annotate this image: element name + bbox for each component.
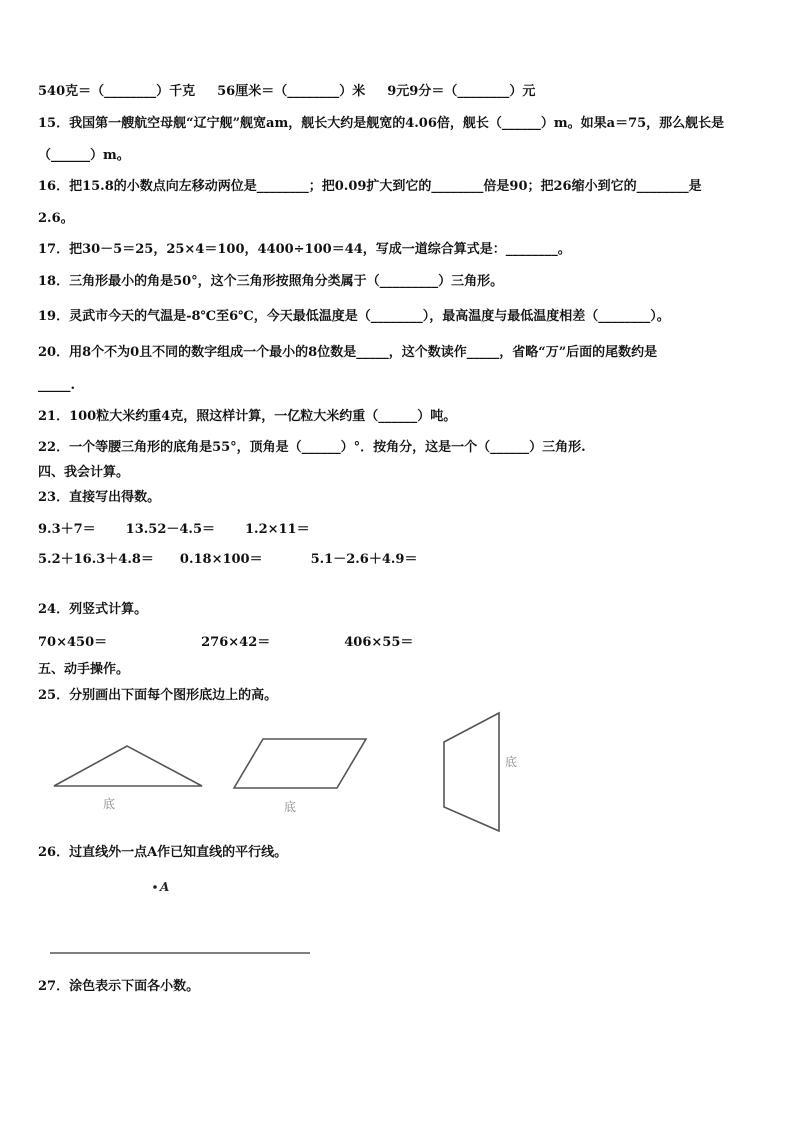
point-a-dot	[153, 885, 157, 889]
calc-item: 1.2×11＝	[245, 522, 310, 537]
question-20-line2: _____.	[38, 378, 76, 393]
point-a-label: A	[160, 880, 170, 894]
question-15-line2: （______）m。	[38, 148, 130, 163]
question-15-line1: 15．我国第一艘航空母舰“辽宁舰”舰宽am，舰长大约是舰宽的4.06倍，舰长（______）m。如果a＝75，那么舰长是	[38, 116, 725, 131]
calc-item: 13.52－4.5＝	[125, 522, 215, 537]
vertical-calc-item: 406×55＝	[344, 635, 414, 650]
blank-m: 56厘米＝（________）米	[217, 84, 366, 99]
calc-item: 5.1－2.6＋4.9＝	[310, 552, 418, 567]
question-23: 23．直接写出得数。	[38, 490, 161, 505]
question-17: 17．把30－5＝25，25×4＝100，4400÷100＝44，写成一道综合算式是：________。	[38, 242, 571, 257]
question-16-line2: 2.6。	[38, 211, 74, 226]
triangle-base-label: 底	[103, 797, 116, 811]
parallel-line-figure	[50, 880, 310, 953]
blank-yuan: 9元9分＝（________）元	[387, 84, 536, 99]
calc-item: 5.2＋16.3＋4.8＝	[38, 552, 154, 567]
question-16-line1: 16．把15.8的小数点向左移动两位是________；把0.09扩大到它的________倍是90；把26缩小到它的________是	[38, 179, 702, 194]
trapezoid-figure	[444, 713, 517, 831]
question-25: 25．分别画出下面每个图形底边上的高。	[38, 688, 278, 703]
blank-kg: 540克＝（________）千克	[38, 84, 196, 99]
parallelogram-base-label: 底	[284, 800, 297, 814]
question-24: 24．列竖式计算。	[38, 602, 148, 617]
question-22: 22．一个等腰三角形的底角是55°，顶角是（______）°．按角分，这是一个（______）三角形.	[38, 440, 586, 455]
question-26: 26．过直线外一点A作已知直线的平行线。	[38, 845, 288, 860]
calc-item: 0.18×100＝	[179, 552, 263, 567]
vertical-calc-item: 276×42＝	[201, 635, 271, 650]
vertical-calc-item: 70×450＝	[38, 635, 108, 650]
section-4-heading: 四、我会计算。	[38, 465, 130, 480]
parallelogram-figure	[234, 739, 366, 814]
question-21: 21．100粒大米约重4克，照这样计算，一亿粒大米约重（______）吨。	[38, 409, 457, 424]
trapezoid-base-label: 底	[505, 755, 518, 769]
question-18: 18．三角形最小的角是50°，这个三角形按照角分类属于（_________）三角形。	[38, 274, 504, 289]
calc-item: 9.3＋7＝	[38, 522, 96, 537]
question-19: 19．灵武市今天的气温是-8℃至6℃，今天最低温度是（________），最高温度与最低温度相差（________）。	[38, 309, 670, 324]
section-5-heading: 五、动手操作。	[38, 662, 130, 677]
question-20-line1: 20．用8个不为0且不同的数字组成一个最小的8位数是_____，这个数读作_____，省略“万”后面的尾数约是	[38, 345, 658, 360]
triangle-figure	[54, 746, 202, 811]
question-27: 27．涂色表示下面各小数。	[38, 979, 200, 994]
